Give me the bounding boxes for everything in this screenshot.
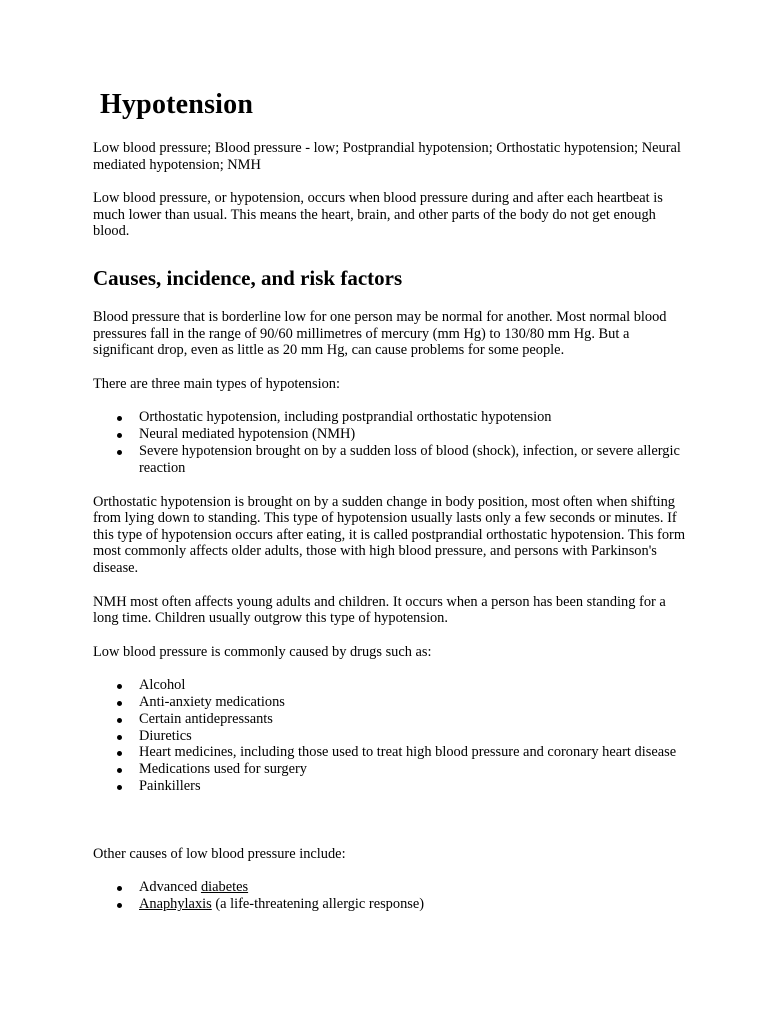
anaphylaxis-link[interactable]: Anaphylaxis <box>139 896 212 913</box>
borderline-paragraph: Blood pressure that is borderline low for one person may be normal for another. Most normal blood pressures fall in the range of 90/60 millimetres of mercury (mm Hg) to 130/80 mm Hg. But a significant drop, even as little as 20 mm Hg, can cause problems for some people. <box>93 308 667 359</box>
drugs-intro-paragraph: Low blood pressure is commonly caused by drugs such as: <box>93 643 432 660</box>
document-page <box>93 86 693 930</box>
section-heading: Causes, incidence, and risk factors <box>93 265 403 290</box>
list-item-prefix: Advanced <box>139 879 201 896</box>
intro-paragraph: Low blood pressure, or hypotension, occurs when blood pressure during and after each heartbeat is much lower than usual. This means the heart, brain, and other parts of the body do not get enough blood. <box>93 190 663 240</box>
list-item-suffix: (a life-threatening allergic response) <box>211 896 425 913</box>
list-item: Painkillers <box>139 778 693 795</box>
list-item: Diuretics <box>139 728 693 745</box>
blank-space <box>93 812 693 846</box>
list-item: Medications used for surgery <box>139 761 693 778</box>
other-causes-intro-paragraph: Other causes of low blood pressure include: <box>93 845 346 862</box>
list-item: Alcohol <box>139 677 693 694</box>
synonyms-paragraph: Low blood pressure; Blood pressure - low; Postprandial hypotension; Orthostatic hypotension; Neural mediated hypotension; NMH <box>93 140 681 173</box>
list-item <box>139 879 693 896</box>
nmh-paragraph: NMH most often affects young adults and children. It occurs when a person has been standing for a long time. Children usually outgrow this type of hypotension. <box>93 593 666 627</box>
orthostatic-paragraph: Orthostatic hypotension is brought on by a sudden change in body position, most often when shifting from lying down to standing. This type of hypotension usually lasts only a few seconds or minutes. If this type of hypotension occurs after eating, it is called postprandial orthostatic hypotension. This form most commonly affects older adults, those with high blood pressure, and persons with Parkinson's disease. <box>93 493 686 576</box>
page-title: Hypotension <box>100 89 254 120</box>
list-item <box>139 896 693 913</box>
other-causes-list <box>93 879 693 913</box>
list-item: Severe hypotension brought on by a sudden loss of blood (shock), infection, or severe allergic reaction <box>139 443 693 477</box>
list-item: Neural mediated hypotension (NMH) <box>139 426 693 443</box>
types-intro-paragraph: There are three main types of hypotension: <box>93 375 340 392</box>
list-item: Certain antidepressants <box>139 711 693 728</box>
types-list <box>93 409 693 476</box>
drugs-list <box>93 677 693 795</box>
list-item: Orthostatic hypotension, including postprandial orthostatic hypotension <box>139 409 693 426</box>
list-item: Anti-anxiety medications <box>139 694 693 711</box>
diabetes-link[interactable]: diabetes <box>200 879 249 896</box>
list-item: Heart medicines, including those used to treat high blood pressure and coronary heart disease <box>139 744 693 761</box>
